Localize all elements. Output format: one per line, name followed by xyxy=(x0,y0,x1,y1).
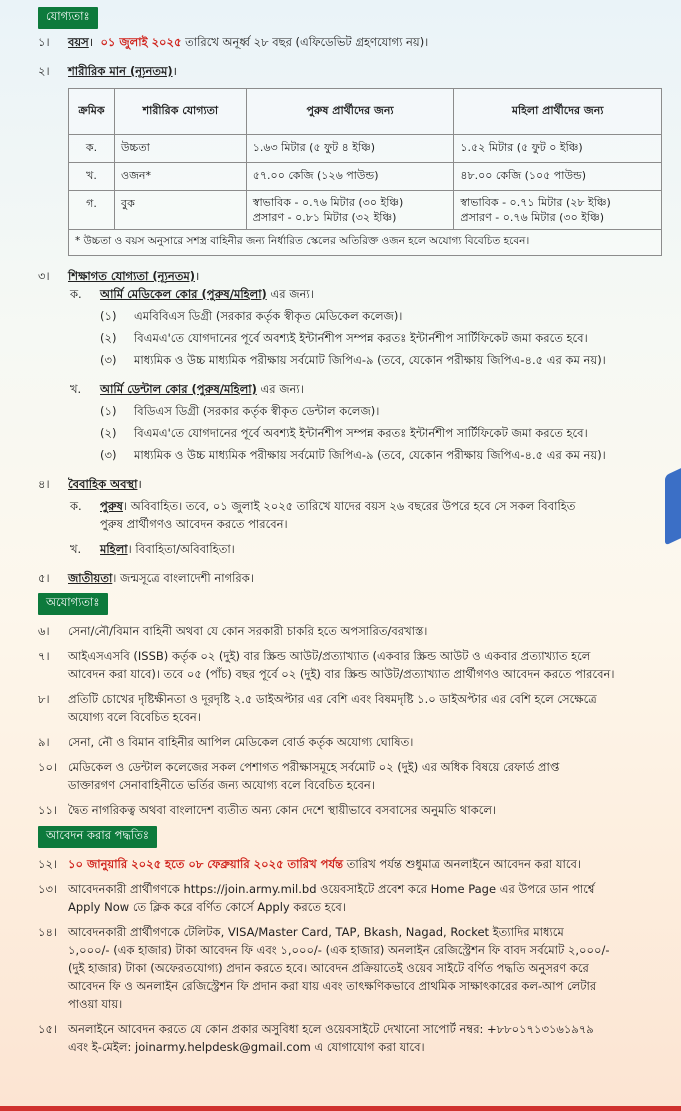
list-item-text: এমবিবিএস ডিগ্রী (সরকার কর্তৃক স্বীকৃত মেডিকেল কলেজ)। xyxy=(134,309,403,323)
male-cell: ৫৭.০০ কেজি (১২৬ পাউন্ড) xyxy=(246,163,454,191)
dental-corps-item xyxy=(70,380,661,398)
application-section xyxy=(38,826,661,1056)
item-cell: ওজন* xyxy=(114,163,246,191)
marital-female-text: । বিবাহিতা/অবিবাহিতা। xyxy=(127,542,235,556)
nationality-text: । জন্মসূত্রে বাংলাদেশী নাগরিক। xyxy=(112,571,254,585)
item-number: ১২। xyxy=(38,857,58,871)
age-label: বয়স xyxy=(68,35,89,49)
medical-corps-item xyxy=(70,285,661,303)
table-header-cell: ক্রমিক xyxy=(69,89,115,135)
medical-corps-suffix: এর জন্য। xyxy=(270,287,314,301)
list-item xyxy=(38,923,661,1013)
table-note-row xyxy=(69,230,662,256)
list-item xyxy=(100,424,661,442)
nationality-item xyxy=(38,569,661,587)
list-item-text: আবেদন ফি ও অনলাইন রেজিস্ট্রেশন ফি প্রদান করা যায় এবং তাৎক্ষণিকভাবে প্রাথমিক সাক্ষাৎকারের কল-আপ লেটার xyxy=(68,979,597,993)
table-header-cell: মহিলা প্রার্থীদের জন্য xyxy=(454,89,662,135)
male-chest-expanded: প্রসারণ - ০.৮১ মিটার (৩২ ইঞ্চি) xyxy=(252,211,397,224)
list-item-text: তারিখ পর্যন্ত শুধুমাত্র অনলাইনে আবেদন করা যাবে। xyxy=(346,857,581,871)
disqualification-section xyxy=(38,593,661,819)
application-heading: আবেদন করার পদ্ধতিঃ xyxy=(38,826,157,848)
decorative-swoosh xyxy=(665,464,681,545)
sub-number: খ. xyxy=(70,542,82,556)
list-item-text: বিডিএস ডিগ্রী (সরকার কর্তৃক স্বীকৃত ডেন্টাল কলেজ)। xyxy=(134,404,380,418)
item-number: ১৫। xyxy=(38,1022,58,1036)
list-item xyxy=(38,1020,661,1056)
marital-suffix: । xyxy=(137,477,142,491)
item-number: ১১। xyxy=(38,803,58,817)
sub-number: (১) xyxy=(100,404,117,418)
marital-label: বৈবাহিক অবস্থা xyxy=(68,477,138,491)
education-suffix: । xyxy=(194,269,200,283)
sub-number: (৩) xyxy=(100,448,117,462)
table-row xyxy=(69,135,662,163)
list-item-text: সেনা, নৌ ও বিমান বাহিনীর আপিল মেডিকেল বোর্ড কর্তৃক অযোগ্য ঘোষিত। xyxy=(68,735,414,749)
male-chest-normal: স্বাভাবিক - ০.৭৬ মিটার (৩০ ইঞ্চি) xyxy=(252,196,404,209)
list-item xyxy=(38,622,661,640)
item-number: ৭। xyxy=(38,649,50,663)
list-item-text: প্রতিটি চোখের দৃষ্টিক্ষীনতা ও দূরদৃষ্টি ২.৫ ডাইঅপ্টার এর বেশি এবং বিষমদৃষ্টি ১.০ ডাইঅপ্টার এর বেশি হলে সেক্ষেত্রে xyxy=(68,692,597,706)
item-number: ৮। xyxy=(38,692,50,706)
sub-number: (২) xyxy=(100,331,117,345)
item-number: ১৩। xyxy=(38,882,58,896)
physical-suffix: । xyxy=(172,64,177,78)
table-header-cell: পুরুষ প্রার্থীদের জন্য xyxy=(246,89,454,135)
dental-corps-label: আর্মি ডেন্টাল কোর (পুরুষ/মহিলা) xyxy=(100,382,257,396)
item-number: ১। xyxy=(38,35,50,49)
medical-corps-label: আর্মি মেডিকেল কোর (পুরুষ/মহিলা) xyxy=(100,287,267,301)
table-header-cell: শারীরিক যোগ্যতা xyxy=(114,89,246,135)
marital-male-text-cont: পুরুষ প্রার্থীগণও আবেদন করতে পারবেন। xyxy=(100,517,288,531)
list-item xyxy=(100,402,661,420)
list-item-text: মাধ্যমিক ও উচ্চ মাধ্যমিক পরীক্ষায় সর্বমোট জিপিএ-৯ (তবে, যেকোন পরীক্ষায় জিপিএ-৪.৫ এর কম নয়)। xyxy=(134,353,606,367)
list-item xyxy=(38,733,661,751)
item-number: ২। xyxy=(38,64,50,78)
eligibility-section xyxy=(38,7,661,587)
list-item xyxy=(100,329,661,347)
female-cell xyxy=(454,191,662,230)
marital-female-item xyxy=(70,540,661,558)
list-item-text: বিএমএ'তে যোগদানের পূর্বে অবশ্যই ইন্টার্নশীপ সম্পন্ন করতঃ ইন্টার্নশীপ সার্টিফিকেট জমা করতে হবে। xyxy=(134,331,588,345)
item-number: ১০। xyxy=(38,760,58,774)
list-item-text: বিএমএ'তে যোগদানের পূর্বে অবশ্যই ইন্টার্নশীপ সম্পন্ন করতঃ ইন্টার্নশীপ সার্টিফিকেট জমা করতে হবে। xyxy=(134,426,588,440)
list-item xyxy=(38,801,661,819)
female-cell: ১.৫২ মিটার (৫ ফুট ০ ইঞ্চি) xyxy=(454,135,662,163)
list-item-text: (দুই হাজার) টাকা (অফেরতযোগ্য) প্রদান করতে হবে। আবেদন প্রক্রিয়াতেই ওয়েব সাইটে বর্ণিত পদ্ধতি অনুসরণ করে xyxy=(68,961,589,975)
physical-label: শারীরিক মান (ন্যূনতম) xyxy=(68,64,173,78)
serial-cell: খ. xyxy=(69,163,115,191)
list-item-text: সেনা/নৌ/বিমান বাহিনী অথবা যে কোন সরকারী চাকরি হতে অপসারিত/বরখাস্ত। xyxy=(68,624,428,638)
list-item-text: পাওয়া যায়। xyxy=(68,997,123,1011)
list-item-text: ডাক্তারগণ সেনাবাহিনীতে ভর্তির জন্য অযোগ্য বলে বিবেচিত হবেন। xyxy=(68,778,375,792)
list-item-text: আবেদনকারী প্রার্থীগণকে টেলিটক, VISA/Master Card, TAP, Bkash, Nagad, Rocket ইত্যাদির মাধ্যমে xyxy=(68,925,564,939)
list-item xyxy=(38,758,661,794)
list-item-text: ১,০০০/- (এক হাজার) টাকা আবেদন ফি এবং ১,০০০/- (এক হাজার) অনলাইন রেজিস্ট্রেশন ফি বাবদ সর্বমোট ২,০০০/- xyxy=(68,943,610,957)
bottom-accent-bar xyxy=(0,1106,681,1111)
marital-male-item xyxy=(70,497,661,533)
table-note: * উচ্চতা ও বয়স অনুসারে সশস্ত্র বাহিনীর জন্য নির্ধারিত স্কেলের অতিরিক্ত ওজন হলে অযোগ্য বিবেচিত হবেন। xyxy=(69,230,662,256)
list-item xyxy=(38,690,661,726)
age-text: তারিখে অনূর্ধ্ব ২৮ বছর (এফিডেভিট গ্রহণযোগ্য নয়)। xyxy=(185,35,429,49)
item-number: ১৪। xyxy=(38,925,58,939)
item-number: ৬। xyxy=(38,624,50,638)
support-email-text: এবং ই-মেইল: joinarmy.helpdesk@gmail.com এ যোগাযোগ করা যাবে। xyxy=(68,1040,425,1054)
list-item-text: মেডিকেল ও ডেন্টাল কলেজের সকল পেশাগত পরীক্ষাসমূহে সর্বমোট ০২ (দুই) এর অধিক বিষয়ে রেফার্ড প্রাপ্ত xyxy=(68,760,560,774)
list-item xyxy=(38,855,661,873)
list-item-text: অযোগ্য বলে বিবেচিত হবেন। xyxy=(68,710,201,724)
marital-female-label: মহিলা xyxy=(100,542,128,556)
female-chest-normal: স্বাভাবিক - ০.৭১ মিটার (২৮ ইঞ্চি) xyxy=(460,196,611,209)
table-row xyxy=(69,191,662,230)
item-number: ৯। xyxy=(38,735,50,749)
list-item xyxy=(100,446,661,464)
support-contact-text: অনলাইনে আবেদন করতে যে কোন প্রকার অসুবিধা হলে ওয়েবসাইটে দেখানো সাপোর্ট নম্বর: +৮৮০১৭১৩১৬১৯৭৯ xyxy=(68,1022,594,1036)
marital-item xyxy=(38,475,661,493)
age-date: ০১ জুলাই ২০২৫ xyxy=(100,35,182,49)
list-item xyxy=(100,307,661,325)
sub-number: ক. xyxy=(70,287,82,301)
sub-number: ক. xyxy=(70,499,82,513)
nationality-label: জাতীয়তা xyxy=(68,571,113,585)
sub-number: (২) xyxy=(100,426,117,440)
application-date-range: ১০ জানুয়ারি ২০২৫ হতে ০৮ ফেব্রুয়ারি ২০২৫ তারিখ পর্যন্ত xyxy=(68,857,344,871)
sub-number: খ. xyxy=(70,382,82,396)
disqualification-heading: অযোগ্যতাঃ xyxy=(38,593,108,615)
sub-number: (৩) xyxy=(100,353,117,367)
item-number: ৩। xyxy=(38,269,50,283)
table-row xyxy=(69,163,662,191)
physical-standards-table xyxy=(68,88,662,256)
list-item-text: আবেদন করা যাবে)। তবে ০৫ (পাঁচ) বছর পূর্বে ০২ (দুই) বার স্ক্রিন্ড আউট/প্রত্যাখ্যাত প্রার্থীগণও আবেদন করতে পারবেন। xyxy=(68,667,615,681)
female-cell: ৪৮.০০ কেজি (১০৫ পাউন্ড) xyxy=(454,163,662,191)
list-item-text: Apply Now তে ক্লিক করে বর্ণিত কোর্সে Apply করতে হবে। xyxy=(68,900,346,914)
marital-male-text: । অবিবাহিত। তবে, ০১ জুলাই ২০২৫ তারিখে যাদের বয়স ২৬ বছরের উপরে হবে সে সকল বিবাহিত xyxy=(122,499,576,513)
item-number: ৫। xyxy=(38,571,50,585)
list-item-text: আবেদনকারী প্রার্থীগণকে https://join.army.mil.bd ওয়েবসাইটে প্রবেশ করে Home Page এর উপরে ডান পার্শ্বে xyxy=(68,882,595,896)
education-item xyxy=(38,267,661,285)
eligibility-heading: যোগ্যতাঃ xyxy=(38,7,98,29)
list-item-text: দ্বৈত নাগরিকত্ব অথবা বাংলাদেশ ব্যতীত অন্য কোন দেশে স্থায়ীভাবে বসবাসের অনুমতি থাকলে। xyxy=(68,803,497,817)
serial-cell: ক. xyxy=(69,135,115,163)
sub-number: (১) xyxy=(100,309,117,323)
table-header-row xyxy=(69,89,662,135)
male-cell xyxy=(246,191,454,230)
list-item xyxy=(100,351,661,369)
list-item xyxy=(38,880,661,916)
education-label: শিক্ষাগত যোগ্যতা (ন্যূনতম) xyxy=(68,269,195,283)
list-item-text: মাধ্যমিক ও উচ্চ মাধ্যমিক পরীক্ষায় সর্বমোট জিপিএ-৯ (তবে, যেকোন পরীক্ষায় জিপিএ-৪.৫ এর কম নয়)। xyxy=(134,448,606,462)
item-cell: উচ্চতা xyxy=(114,135,246,163)
male-cell: ১.৬৩ মিটার (৫ ফুট ৪ ইঞ্চি) xyxy=(246,135,454,163)
item-cell: বুক xyxy=(114,191,246,230)
list-item-text: আইএসএসবি (ISSB) কর্তৃক ০২ (দুই) বার স্ক্রিন্ড আউট/প্রত্যাখ্যাত (একবার স্ক্রিন্ড আউট ও একবার প্রত্যাখ্যাত হলে xyxy=(68,649,591,663)
female-chest-expanded: প্রসারণ - ০.৭৬ মিটার (৩০ ইঞ্চি) xyxy=(460,211,604,224)
serial-cell: গ. xyxy=(69,191,115,230)
physical-item xyxy=(38,62,661,80)
marital-male-label: পুরুষ xyxy=(100,499,123,513)
dental-corps-suffix: এর জন্য। xyxy=(260,382,304,396)
item-number: ৪। xyxy=(38,477,50,491)
age-item: ১। বয়স। ০১ জুলাই ২০২৫ তারিখে অনূর্ধ্ব ২৮ বছর (এফিডেভিট গ্রহণযোগ্য নয়)। xyxy=(38,35,429,49)
list-item xyxy=(38,647,661,683)
